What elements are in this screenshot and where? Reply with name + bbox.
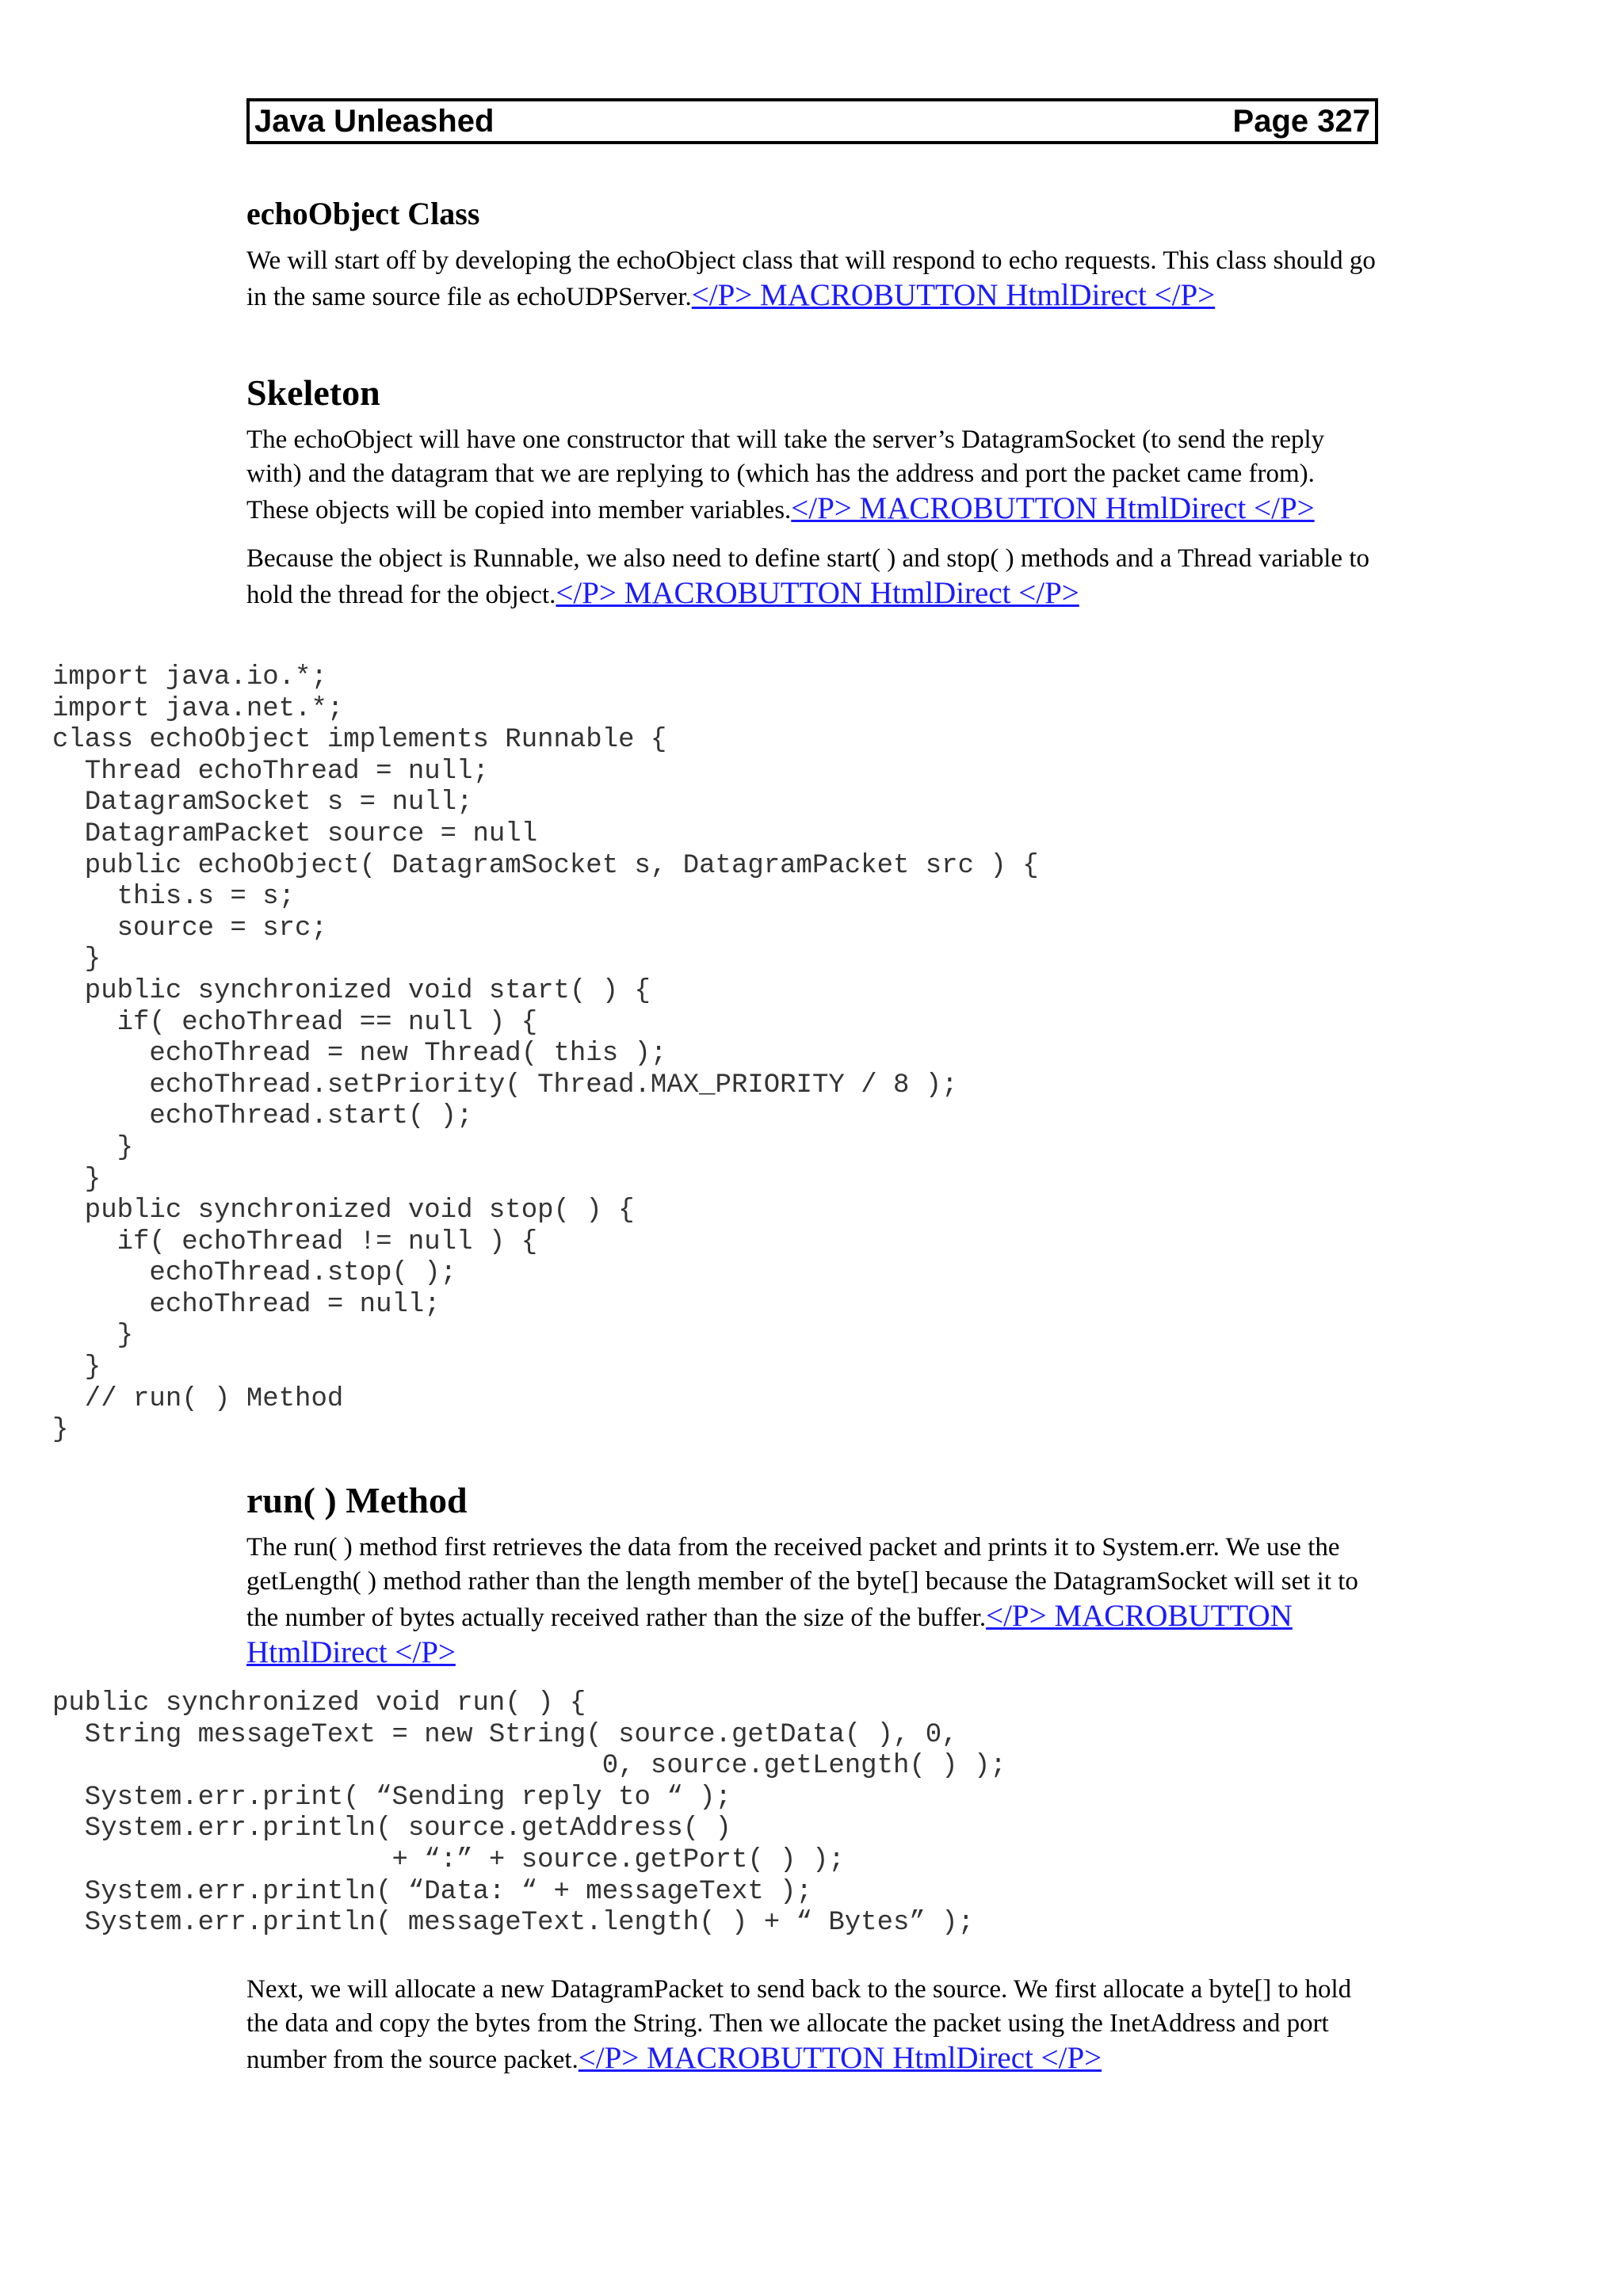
paragraph-skeleton-1 <box>246 423 1380 528</box>
section-run-method <box>246 1478 1380 1672</box>
section-heading-skeleton: Skeleton <box>246 372 380 413</box>
book-title: Java Unleashed <box>254 103 495 139</box>
macrobutton-link[interactable]: </P> MACROBUTTON HtmlDirect </P> <box>556 576 1079 610</box>
paragraph-echoobject <box>246 244 1380 315</box>
paragraph-text: We will start off by developing the echoObject class that will respond to echo requests. This class should go in the same source file as echoUDPServer. <box>246 246 1376 311</box>
paragraph-text: Because the object is Runnable, we also need to define start( ) and stop( ) methods and a Thread variable to hold the thread for the object. <box>246 544 1370 609</box>
paragraph-text: The echoObject will have one constructor that will take the server’s DatagramSocket (to send the reply with) and the datagram that we are replying to (which has the address and port the packet came from). These objects will be copied into member variables. <box>246 425 1325 524</box>
macrobutton-link[interactable]: </P> MACROBUTTON HtmlDirect </P> <box>691 278 1216 312</box>
section-heading-run-method: run( ) Method <box>246 1480 468 1520</box>
paragraph-allocate-packet <box>246 1973 1380 2077</box>
paragraph-skeleton-2 <box>246 542 1380 612</box>
paragraph-text: The run( ) method first retrieves the data from the received packet and prints it to System.err. We use the getLength( ) method rather than the length member of the byte[] because the DatagramSocket will set it to the number of bytes actually received rather than the size of the buffer. <box>246 1533 1358 1632</box>
section-skeleton <box>246 371 1380 612</box>
paragraph-text: Next, we will allocate a new DatagramPacket to send back to the source. We first allocate a byte[] to hold the data and copy the bytes from the String. Then we allocate the packet using the InetAddress and port number from the source packet. <box>246 1975 1352 2074</box>
macrobutton-link[interactable]: </P> MACROBUTTON HtmlDirect </P> <box>246 1599 1293 1669</box>
section-allocate-packet <box>246 1973 1380 2077</box>
macrobutton-link[interactable]: </P> MACROBUTTON HtmlDirect </P> <box>578 2041 1102 2075</box>
macrobutton-link[interactable]: </P> MACROBUTTON HtmlDirect </P> <box>791 491 1315 525</box>
section-echoobject-class <box>246 195 1380 315</box>
page-header <box>246 98 1378 144</box>
page-number: Page 327 <box>1232 103 1370 139</box>
code-block-run-method: public synchronized void run( ) { String messageText = new String( source.getData( ), 0, 0, source.getLength( ) ); System.err.print( “Sending reply to “ ); System.err.println( source.getAddress( ) + “:” + source.getPort( ) ); System.err.println( “Data: “ + messageText ); System.err.println( messageText.length( ) + “ Bytes” ); <box>52 1688 1006 1939</box>
section-heading-echoobject: echoObject Class <box>246 196 480 231</box>
paragraph-run-method <box>246 1531 1380 1672</box>
code-block-echoobject: import java.io.*; import java.net.*; class echoObject implements Runnable { Thread echoThread = null; DatagramSocket s = null; DatagramPacket source = null public echoObject( DatagramSocket s, DatagramPacket src ) { this.s = s; source = src; } public synchronized void start( ) { if( echoThread == null ) { echoThread = new Thread( this ); echoThread.setPriority( Thread.MAX_PRIORITY / 8 ); echoThread.start( ); } } public synchronized void stop( ) { if( echoThread != null ) { echoThread.stop( ); echoThread = null; } } // run( ) Method } <box>52 662 1039 1446</box>
